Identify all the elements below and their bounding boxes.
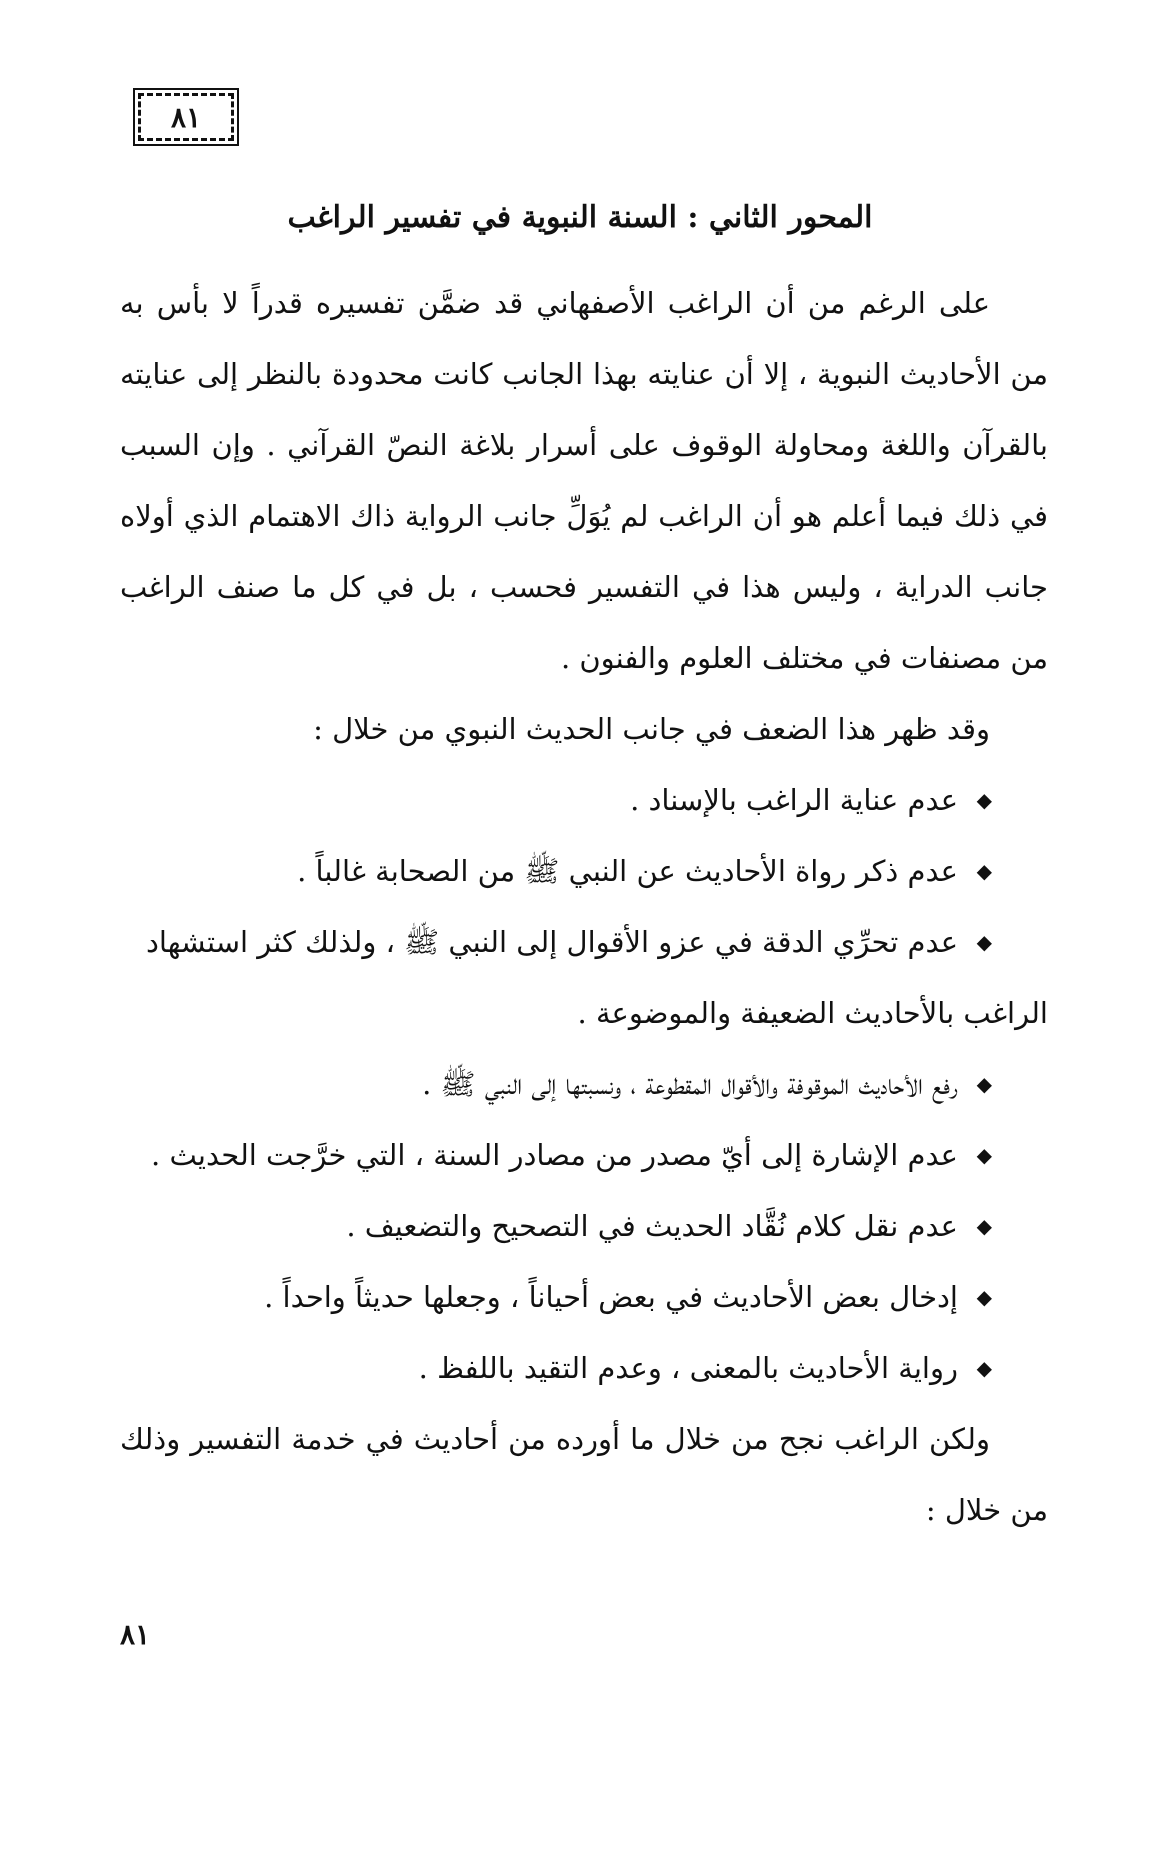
diamond-bullet-icon: ◆ [976, 859, 992, 883]
bullet-item [120, 1120, 1048, 1191]
bullet-item [120, 765, 1048, 836]
bullet-item [120, 1049, 1048, 1120]
bullet-text: عدم نقل كلام نُقَّاد الحديث في التصحيح والتضعيف . [346, 1209, 958, 1243]
bullet-text: عدم تحرِّي الدقة في عزو الأقوال إلى النبي ﷺ ، ولذلك كثر استشهاد [145, 925, 958, 959]
page-number-header [138, 93, 234, 141]
bullet-text: عدم عناية الراغب بالإسناد . [630, 783, 958, 817]
diamond-bullet-icon: ◆ [976, 1072, 992, 1096]
bullet-text: رواية الأحاديث بالمعنى ، وعدم التقيد باللفظ . [418, 1351, 958, 1385]
bullet-item [120, 1191, 1048, 1262]
page-number-header-text: ٨١ [170, 100, 202, 134]
diamond-bullet-icon: ◆ [976, 1214, 992, 1238]
page-number-footer: ٨١ [120, 1618, 151, 1651]
bullet-text: رفع الأحاديث الموقوفة والأقوال المقطوعة ، ونسبتها إلى النبي ﷺ . [422, 1067, 958, 1101]
section-heading: المحور الثاني : السنة النبوية في تفسير الراغب [287, 200, 873, 235]
paragraph-weakness-lead: وقد ظهر هذا الضعف في جانب الحديث النبوي من خلال : [313, 712, 990, 746]
bullet-continuation: الراغب بالأحاديث الضعيفة والموضوعة . [577, 996, 1048, 1030]
paragraph-intro: على الرغم من أن الراغب الأصفهاني قد ضمَّن تفسيره قدراً لا بأس به من الأحاديث النبوية ، إلا أن عنايته بهذا الجانب كانت محدودة بالنظر إلى عنايته بالقرآن واللغة ومحاولة الوقوف على أسرار بلاغة النصّ القرآني . وإن السبب في ذلك فيما أعلم هو أن الراغب لم يُوَلِّ جانب الرواية ذاك الاهتمام الذي أولاه جانب الدراية ، وليس هذا في التفسير فحسب ، بل في كل ما صنف الراغب من مصنفات في مختلف العلوم والفنون . [120, 286, 1048, 675]
diamond-bullet-icon: ◆ [976, 1143, 992, 1167]
bullet-item [120, 1262, 1048, 1333]
bullet-text: عدم ذكر رواة الأحاديث عن النبي ﷺ من الصحابة غالباً . [297, 854, 958, 888]
diamond-bullet-icon: ◆ [976, 930, 992, 954]
bullet-item [120, 1333, 1048, 1404]
bullet-text: عدم الإشارة إلى أيّ مصدر من مصادر السنة ، التي خرَّجت الحديث . [151, 1138, 958, 1172]
body-text [120, 268, 1048, 1546]
bullet-item [120, 836, 1048, 907]
bullet-item [120, 907, 1048, 978]
bullet-text: إدخال بعض الأحاديث في بعض أحياناً ، وجعلها حديثاً واحداً . [264, 1280, 958, 1314]
diamond-bullet-icon: ◆ [976, 788, 992, 812]
diamond-bullet-icon: ◆ [976, 1285, 992, 1309]
paragraph-closing: ولكن الراغب نجح من خلال ما أورده من أحاديث في خدمة التفسير وذلك من خلال : [120, 1422, 1048, 1527]
diamond-bullet-icon: ◆ [976, 1356, 992, 1380]
